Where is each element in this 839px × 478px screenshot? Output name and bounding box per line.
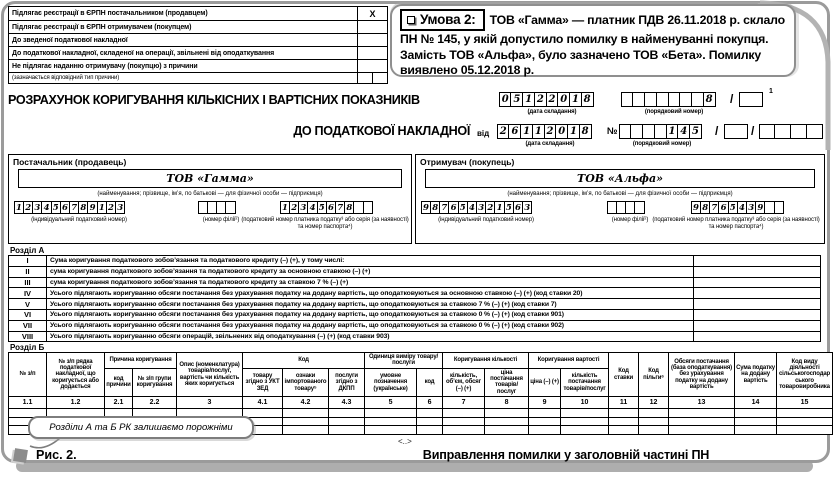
checkbox-row-label: Підлягає реєстрації в ЄРПН постачальником (продавцем) [12,10,208,17]
section-a-row: VIII Усього підлягають коригуванню обсяги операцій, звільнених від оподаткування (–) (+) (код ставки 903) [9,331,821,342]
reason-type-cell[interactable] [372,73,387,83]
checkbox-cell[interactable]: X [357,7,387,20]
checkbox-footnote: (зазначається відповідний тип причини) [12,75,120,81]
section-a-row: IV Усього підлягають коригуванню обсяги постачання без урахування податку на додану вартість, що оподатковуються за основною ставкою (–) (+) (код ставки 20) [9,288,821,299]
seller-branch-grid[interactable] [199,201,236,214]
registration-checkbox-table [8,6,388,84]
form-title-line1: РОЗРАХУНОК КОРИГУВАННЯ КІЛЬКІСНИХ І ВАРТІСНИХ ПОКАЗНИКІВ [8,93,420,107]
section-b-subheader-row: код причини № з/п групи коригування товару згідно з УКТ ЗЕД ознаки імпортованого товару⁵ послуги згідно з ДКПП умовне позначення (українське) код кількість, об’єм, обсяг (–) (+) ціна постачання товарів/послуг ціна (–) (+) кількість постачання товарів/послуг [9,368,833,396]
pn-extra-grid[interactable] [760,124,823,139]
rk-suffix-cell[interactable] [739,92,763,107]
buyer-name-hint: (найменування; прізвище, ім’я, по батькові — для фізичної особи — підприємця) [507,191,733,197]
form-title-line2: ДО ПОДАТКОВОЇ НАКЛАДНОЇ [293,124,470,138]
pn-number-grid[interactable]: 1 4 5 [620,124,702,139]
checkbox-icon [407,16,415,24]
reason-type-cell[interactable] [357,73,372,83]
rk-date-grid[interactable]: 0 5 1 2 2 0 1 8 [500,92,594,107]
checkbox-cell[interactable] [357,21,387,33]
date-caption: (дата складання) [525,141,575,147]
checkbox-row [9,59,387,72]
section-b-header-row: № з/п № з/п рядка податкової накладної, що коригується або додається Причина коригування Опис (номенклатура) товарів/послуг, вартість чи кількість яких коригується Код Одиниця виміру товару/послуги Коригування кількості Коригування вартості Код ставки Код пільги⁶ Обсяги постачання (база оподаткування) без урахування податку на додану вартість Сума податку на додану вартість Код виду діяльності сільськогосподарського товаровиробника [9,353,833,369]
section-b-label: Розділ Б [10,343,45,352]
seller-tax-number-caption: (податковий номер платника податку³ або серія (за наявності) та номер паспорта⁴) [241,217,409,230]
seller-inn-caption: (індивідуальний податковий номер) [31,217,127,223]
figure-caption: Виправлення помилки у заголовній частині ПН [422,448,710,462]
slash: / [730,92,734,106]
checkbox-row [9,7,387,20]
buyer-section [415,154,825,244]
checkbox-row-label: До податкової накладної, складеної на операції, звільнені від оподаткування [12,49,275,57]
value-cell[interactable] [694,277,821,288]
umova-text: ТОВ «Гамма» — платник ПДВ 26.11.2018 р. склало ПН № 145, у якій допустило помилку в найменуванні покупця. Замість ТОВ «Альфа», було зазначено ТОВ «Бета». Помилку виявлено 05.12.2018 р. [400,13,785,78]
checkbox-cell[interactable] [357,60,387,72]
umova-label: Умова 2: [420,12,476,27]
seller-title: Постачальник (продавець) [13,157,127,167]
value-cell[interactable] [694,299,821,310]
value-cell[interactable] [694,266,821,277]
buyer-branch-caption: (номер філії²) [611,217,649,223]
seller-name-field[interactable]: ТОВ «Гамма» [18,169,402,188]
checkbox-row-label: До зведеної податкової накладної [12,36,128,44]
section-a-row: V Усього підлягають коригуванню обсяги постачання без урахування податку на додану вартість, що оподатковуються за ставкою 7 % (–) (+) (код ставки 7) [9,299,821,310]
vid-label: від [477,129,490,138]
rk-number-grid[interactable]: 8 [622,92,716,107]
section-b-numbers-row: 1.1 1.2 2.1 2.2 3 4.1 4.2 4.3 5 6 7 8 9 10 11 12 13 14 15 [9,397,833,409]
seller-branch-caption: (номер філії²) [202,217,240,223]
buyer-inn-caption: (індивідуальний податковий номер) [438,217,534,223]
section-a-row: III сума коригування податкового зобов’язання та податкового кредиту за ставкою 7 % (–) (+) [9,277,821,288]
figure-label: Рис. 2. [36,448,77,462]
seller-name-hint: (найменування; прізвище, ім’я, по батькові — для фізичної особи — підприємця) [97,191,323,197]
checkbox-row-label: Підлягає реєстрації в ЄРПН отримувачем (покупцем) [12,23,192,31]
figure-icon [13,448,28,463]
checkbox-row [9,46,387,59]
buyer-inn-grid[interactable]: 9 8 7 6 5 4 3 2 1 5 6 3 [422,201,532,214]
section-a-row: II сума коригування податкового зобов’язання та податкового кредиту за основною ставкою (–) (+) [9,266,821,277]
slash: / [751,124,755,138]
value-cell[interactable] [694,309,821,320]
checkbox-row [9,20,387,33]
value-cell[interactable] [694,288,821,299]
umova-label-box [400,9,485,31]
number-caption: (порядковий номер) [644,109,704,115]
pn-suffix-cell[interactable] [724,124,748,139]
number-caption: (порядковий номер) [632,141,692,147]
buyer-title: Отримувач (покупець) [420,157,515,167]
slash: / [715,124,719,138]
ellipsis-mark: <..> [398,437,412,446]
number-sign: № [607,126,618,137]
section-a-row: VI Усього підлягають коригуванню обсяги постачання без урахування податку на додану вартість, що оподатковуються за ставкою 0 % (–) (+) (код ставки 901) [9,309,821,320]
section-a-row: VII Усього підлягають коригуванню обсяги постачання без урахування податку на додану вартість, що оподатковуються за ставкою 0 % (–) (+) (код ставки 902) [9,320,821,331]
buyer-tax-number-caption: (податковий номер платника податку³ або серія (за наявності) та номер паспорта⁴) [652,217,820,230]
buyer-branch-grid[interactable] [608,201,645,214]
date-caption: (дата складання) [527,109,577,115]
buyer-name-field[interactable]: ТОВ «Альфа» [425,169,815,188]
value-cell[interactable] [694,331,821,342]
section-a-row: I Сума коригування податкового зобов’язання та податкового кредиту (–) (+), у тому числі: [9,256,821,267]
footnote-mark-1: 1 [769,88,773,95]
seller-tax-number-grid[interactable]: 1 2 3 4 5 6 7 8 [281,201,373,214]
checkbox-row-label: Не підлягає наданню отримувачу (покупцю) з причини [12,62,198,70]
value-cell[interactable] [694,256,821,267]
note-umova-2 [390,4,796,77]
buyer-tax-number-grid[interactable]: 9 8 7 6 5 4 3 9 [692,201,784,214]
section-a-label: Розділ А [10,246,45,255]
section-a-table [8,255,821,342]
callout-bubble: Розділи А та Б РК залишаємо порожніми [28,416,254,439]
checkbox-cell[interactable] [357,47,387,59]
value-cell[interactable] [694,320,821,331]
checkbox-footnote-row [9,72,387,83]
seller-section [8,154,412,244]
checkbox-row [9,33,387,46]
pn-date-grid[interactable]: 2 6 1 1 2 0 1 8 [498,124,592,139]
checkbox-cell[interactable] [357,34,387,46]
seller-inn-grid[interactable]: 1 2 3 4 5 6 7 8 9 1 2 3 [15,201,125,214]
